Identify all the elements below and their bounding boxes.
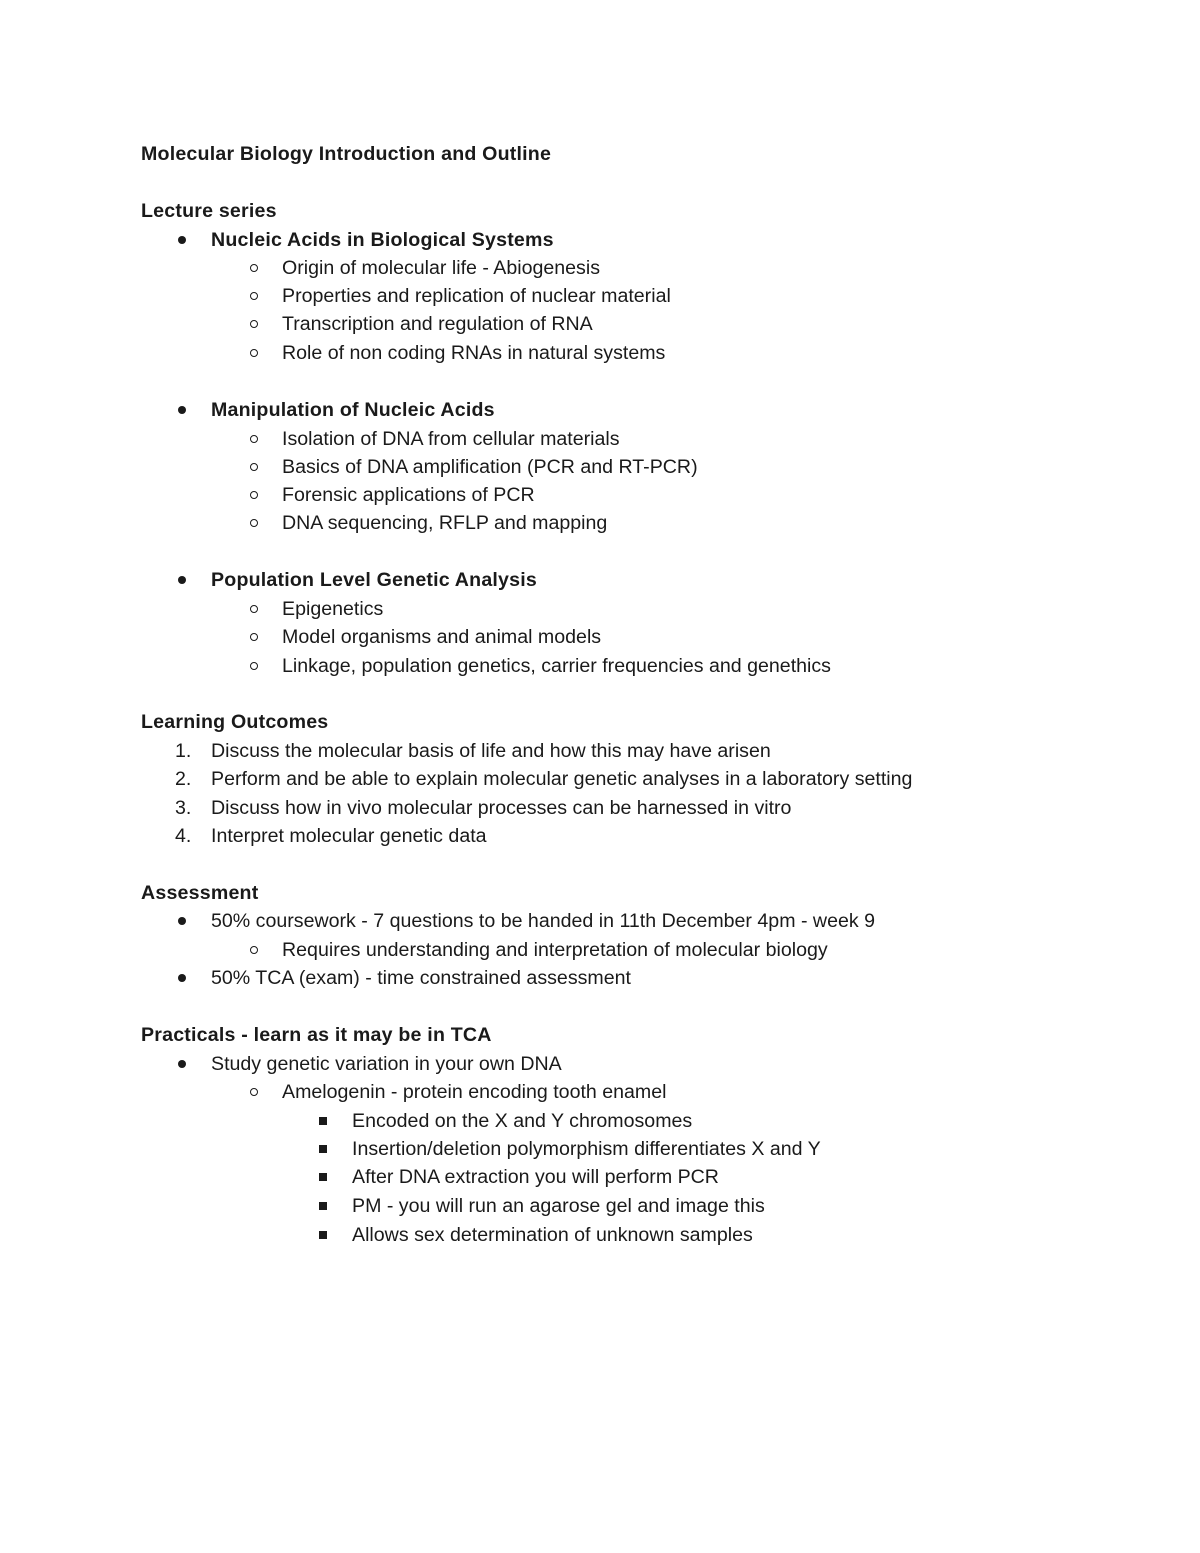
numbered-item — [175, 765, 913, 794]
list-item — [282, 623, 601, 652]
bullet-disc-icon — [178, 226, 186, 255]
bullet-circle-icon — [249, 339, 258, 368]
list-item-text: Study genetic variation in your own DNA — [211, 1053, 562, 1075]
bullet-square-icon — [319, 1163, 327, 1192]
numbered-item-text: Perform and be able to explain molecular genetic analyses in a laboratory setting — [211, 768, 913, 790]
list-item — [282, 1078, 667, 1107]
list-item — [282, 453, 698, 482]
list-item-text: Requires understanding and interpretation of molecular biology — [282, 939, 828, 961]
list-item-text: Epigenetics — [282, 598, 384, 620]
item-number: 4. — [175, 825, 192, 847]
list-item-text: 50% coursework - 7 questions to be handed in 11th December 4pm - week 9 — [211, 910, 876, 932]
list-item-text: Transcription and regulation of RNA — [282, 313, 593, 335]
bullet-disc-icon — [178, 1050, 186, 1079]
bullet-circle-icon — [249, 595, 258, 624]
bullet-circle-icon — [249, 936, 258, 965]
practicals-heading: Practicals - learn as it may be in TCA — [141, 1024, 492, 1046]
list-item — [282, 339, 665, 368]
bullet-circle-icon — [249, 481, 258, 510]
list-item — [282, 481, 535, 510]
bullet-square-icon — [319, 1107, 327, 1136]
bullet-square-icon — [319, 1135, 327, 1164]
list-item-text: Forensic applications of PCR — [282, 484, 535, 506]
bullet-square-icon — [319, 1192, 327, 1221]
list-item-text: Isolation of DNA from cellular materials — [282, 428, 620, 450]
list-item-text: PM - you will run an agarose gel and image this — [352, 1195, 765, 1217]
list-item-text: Amelogenin - protein encoding tooth enamel — [282, 1081, 667, 1103]
list-item — [352, 1163, 719, 1192]
list-item — [282, 936, 828, 965]
bullet-square-icon — [319, 1221, 327, 1250]
bullet-circle-icon — [249, 254, 258, 283]
list-item — [282, 282, 671, 311]
list-item-text: After DNA extraction you will perform PCR — [352, 1166, 719, 1188]
list-item-text: 50% TCA (exam) - time constrained assessment — [211, 967, 631, 989]
list-item-text: Insertion/deletion polymorphism differentiates X and Y — [352, 1138, 821, 1160]
numbered-item-text: Discuss how in vivo molecular processes can be harnessed in vitro — [211, 797, 792, 819]
bullet-circle-icon — [249, 652, 258, 681]
lecture-series-heading: Lecture series — [141, 200, 277, 222]
bullet-disc-icon — [178, 396, 186, 425]
item-number: 3. — [175, 797, 192, 819]
list-item — [352, 1221, 753, 1250]
numbered-item — [175, 737, 771, 766]
bullet-circle-icon — [249, 623, 258, 652]
bullet-circle-icon — [249, 425, 258, 454]
list-item — [282, 425, 620, 454]
item-number: 1. — [175, 740, 192, 762]
list-item-text: Properties and replication of nuclear material — [282, 285, 671, 307]
list-item — [352, 1107, 692, 1136]
numbered-item-text: Discuss the molecular basis of life and how this may have arisen — [211, 740, 771, 762]
page-title: Molecular Biology Introduction and Outline — [141, 143, 552, 165]
list-item-text: Allows sex determination of unknown samples — [352, 1224, 753, 1246]
assessment-heading: Assessment — [141, 882, 259, 904]
topic-heading — [211, 566, 537, 595]
list-item-text: Encoded on the X and Y chromosomes — [352, 1110, 693, 1132]
bullet-circle-icon — [249, 509, 258, 538]
list-item — [352, 1135, 821, 1164]
numbered-item-text: Interpret molecular genetic data — [211, 825, 487, 847]
topic-label: Nucleic Acids in Biological Systems — [211, 229, 554, 251]
numbered-item — [175, 822, 487, 851]
list-item — [352, 1192, 765, 1221]
topic-heading — [211, 396, 495, 425]
topic-label: Manipulation of Nucleic Acids — [211, 399, 495, 421]
bullet-circle-icon — [249, 282, 258, 311]
list-item-text: DNA sequencing, RFLP and mapping — [282, 512, 608, 534]
topic-heading — [211, 226, 554, 255]
list-item-text: Origin of molecular life - Abiogenesis — [282, 257, 601, 279]
learning-outcomes-heading: Learning Outcomes — [141, 711, 329, 733]
bullet-circle-icon — [249, 1078, 258, 1107]
list-item — [282, 595, 383, 624]
list-item — [282, 310, 593, 339]
numbered-item — [175, 794, 792, 823]
list-item — [282, 652, 831, 681]
list-item — [211, 964, 631, 993]
bullet-disc-icon — [178, 907, 186, 936]
list-item-text: Model organisms and animal models — [282, 626, 602, 648]
list-item — [211, 1050, 562, 1079]
list-item — [282, 254, 600, 283]
list-item-text: Role of non coding RNAs in natural systems — [282, 342, 666, 364]
list-item — [211, 907, 875, 936]
list-item — [282, 509, 607, 538]
list-item-text: Basics of DNA amplification (PCR and RT-PCR) — [282, 456, 698, 478]
item-number: 2. — [175, 768, 192, 790]
bullet-disc-icon — [178, 964, 186, 993]
bullet-circle-icon — [249, 453, 258, 482]
bullet-circle-icon — [249, 310, 258, 339]
list-item-text: Linkage, population genetics, carrier frequencies and genethics — [282, 655, 831, 677]
topic-label: Population Level Genetic Analysis — [211, 569, 537, 591]
bullet-disc-icon — [178, 566, 186, 595]
